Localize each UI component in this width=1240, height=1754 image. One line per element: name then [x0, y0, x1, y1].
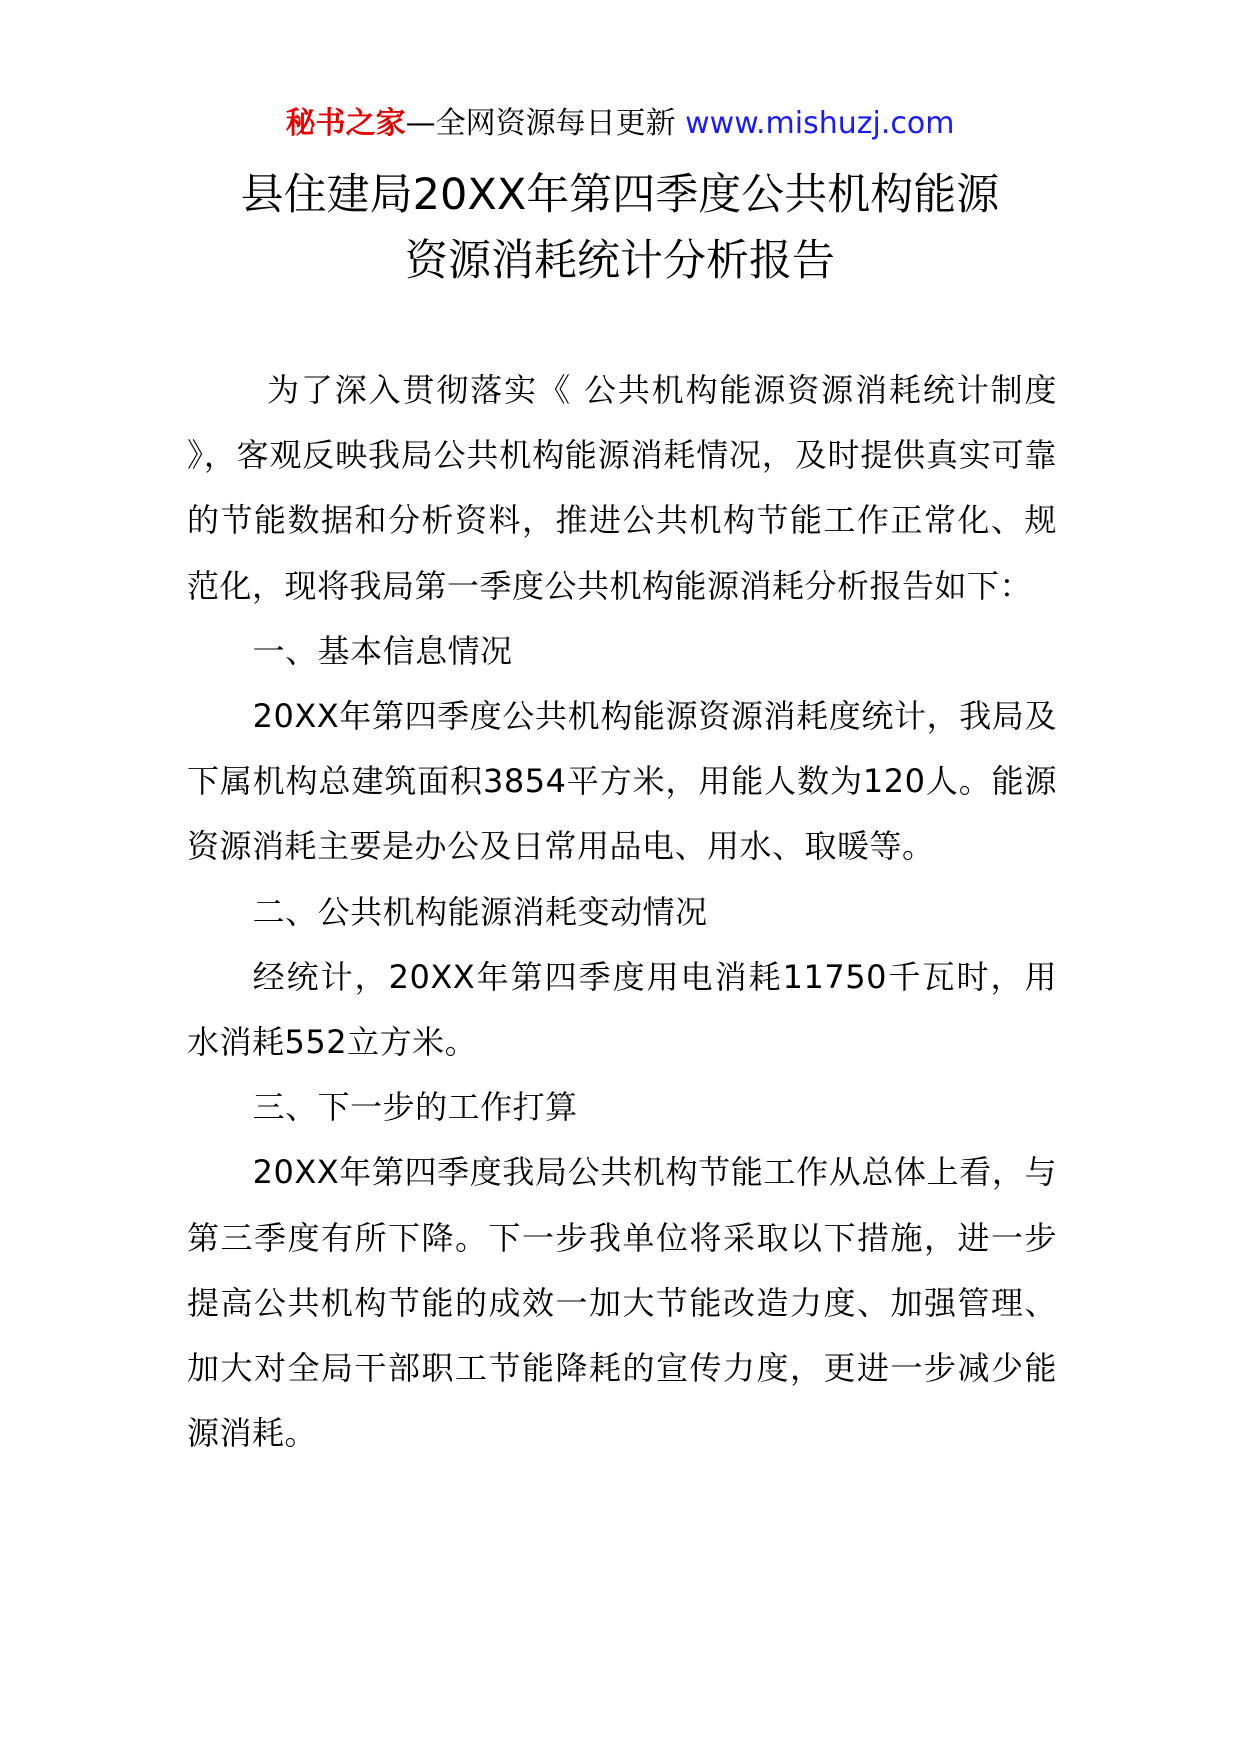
section-paragraph-1: 20XX年第四季度公共机构能源资源消耗度统计，我局及下属机构总建筑面积3854平方米，用能人数为120人。能源资源消耗主要是办公及日常用品电、用水、取暖等。 — [187, 697, 1057, 866]
intro-paragraph: 为了深入贯彻落实《 公共机构能源资源消耗统计制度 》，客观反映我局公共机构能源消耗情况，及时提供真实可靠的节能数据和分析资料，推进公共机构节能工作正常化、规范化，现将我局第一季度公共机构能源消耗分析报告如下： — [187, 371, 1057, 605]
title-line-2: 资源消耗统计分析报告 — [405, 236, 835, 286]
title-line-1: 县住建局20XX年第四季度公共机构能源 — [240, 170, 1000, 220]
section-heading-1: 一、基本信息情况 — [252, 631, 513, 670]
site-header — [0, 104, 1240, 144]
brand-name: 秘书之家 — [285, 106, 406, 141]
section-heading-2: 二、公共机构能源消耗变动情况 — [252, 892, 708, 931]
header-tagline: —全网资源每日更新 — [405, 106, 676, 141]
document-title — [150, 162, 1090, 294]
site-url[interactable]: www.mishuzj.com — [685, 106, 955, 141]
section-heading-3: 三、下一步的工作打算 — [252, 1088, 578, 1127]
section-paragraph-2: 经统计，20XX年第四季度用电消耗11750千瓦时，用水消耗552立方米。 — [187, 957, 1057, 1062]
section-paragraph-3: 20XX年第四季度我局公共机构节能工作从总体上看，与第三季度有所下降。下一步我单位将采取以下措施，进一步提高公共机构节能的成效一加大节能改造力度、加强管理、加大对全局干部职工节能降耗的宣传力度，更进一步减少能源消耗。 — [187, 1153, 1057, 1453]
document-body — [187, 358, 1057, 1466]
